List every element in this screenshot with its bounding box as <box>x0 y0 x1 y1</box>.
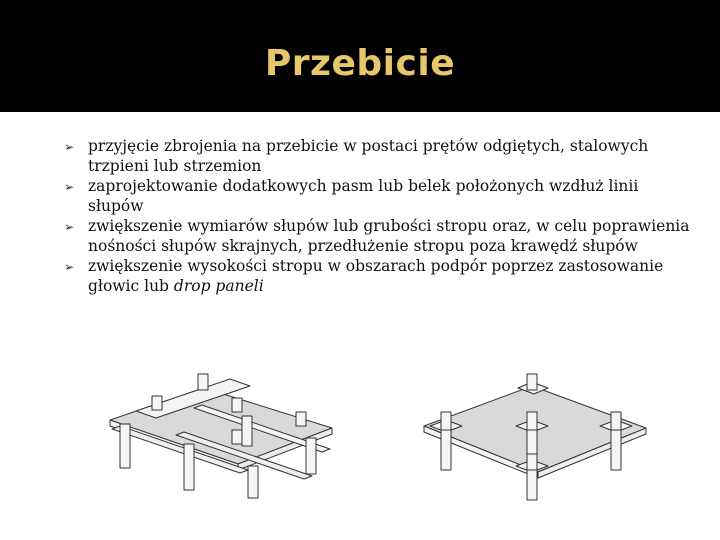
arrowhead-bullet-icon: ➢ <box>64 260 75 274</box>
bullet-text: przyjęcie zbrojenia na przebicie w postaci prętów odgiętych, stalowych trzpieni lub strzemion <box>88 137 649 175</box>
bullet-item <box>64 256 690 296</box>
bullet-text: zwiększenie wysokości stropu w obszarach podpór poprzez zastosowanie głowic lub <box>88 257 664 295</box>
slab-drop-panels-drawing <box>420 372 660 502</box>
slab-with-beams-figure <box>100 372 340 502</box>
bullet-text: zaprojektowanie dodatkowych pasm lub belek położonych wzdłuż linii słupów <box>88 177 639 215</box>
arrowhead-bullet-icon: ➢ <box>64 180 75 194</box>
title-bar <box>0 0 720 112</box>
bullet-item <box>64 136 690 176</box>
bullet-list <box>64 136 690 296</box>
arrowhead-bullet-icon: ➢ <box>64 140 75 154</box>
bullet-text: zwiększenie wymiarów słupów lub grubości stropu oraz, w celu poprawienia nośności słupów skrajnych, przedłużenie stropu poza krawędź słupów <box>88 217 690 255</box>
slab-with-drop-panels-figure <box>420 372 660 502</box>
arrowhead-bullet-icon: ➢ <box>64 220 75 234</box>
slide-title: Przebicie <box>264 42 456 84</box>
bullet-emphasis: drop paneli <box>173 277 264 295</box>
bullet-item <box>64 176 690 216</box>
slab-beams-drawing <box>100 372 340 502</box>
bullet-item <box>64 216 690 256</box>
